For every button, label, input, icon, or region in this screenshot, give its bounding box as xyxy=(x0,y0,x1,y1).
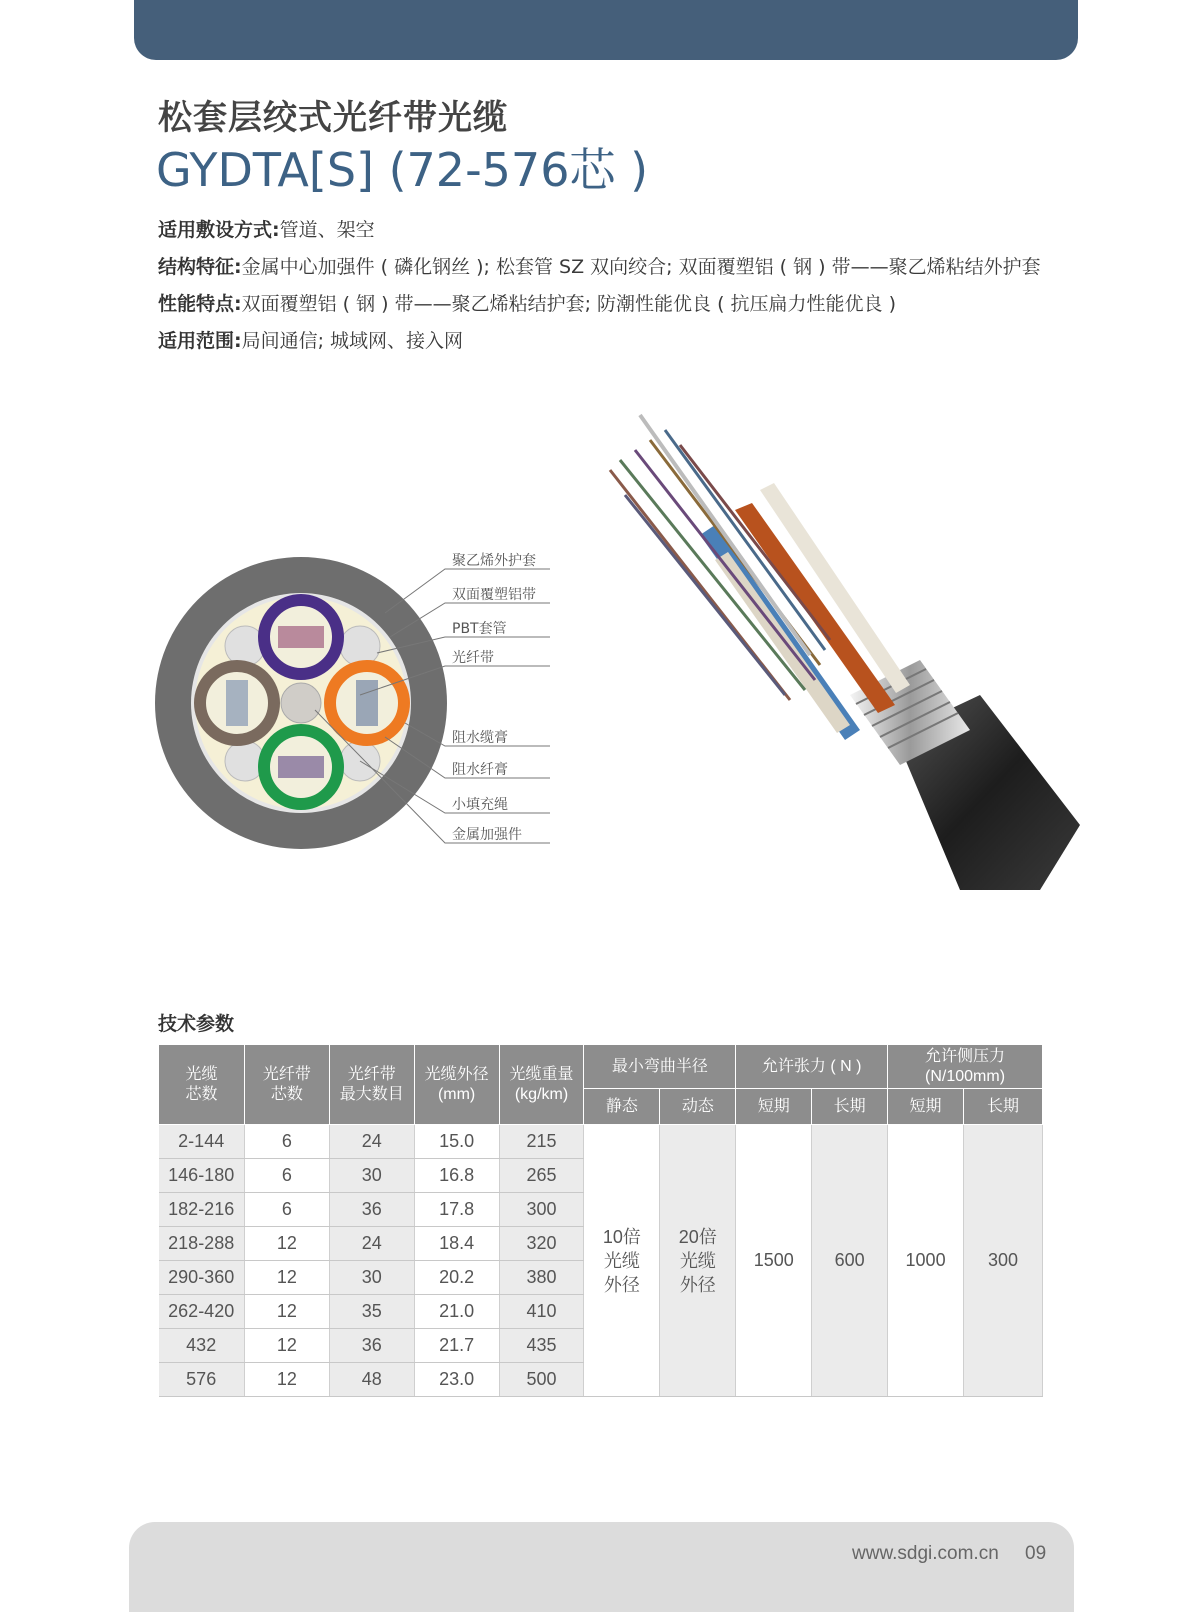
cable-cross-section-diagram xyxy=(155,545,575,885)
cell-ribbon-max: 24 xyxy=(329,1227,414,1261)
cell-weight: 410 xyxy=(499,1295,584,1329)
cell-cable-cores: 290-360 xyxy=(159,1261,245,1295)
header-diameter: 光缆外径 (mm) xyxy=(414,1045,499,1125)
spec-application xyxy=(158,326,1098,363)
cell-weight: 320 xyxy=(499,1227,584,1261)
fiber-ribbon xyxy=(226,680,248,726)
page-title: 松套层绞式光纤带光缆 xyxy=(158,98,508,138)
cell-diameter: 23.0 xyxy=(414,1363,499,1397)
header-weight: 光缆重量 (kg/km) xyxy=(499,1045,584,1125)
page-number: 09 xyxy=(1025,1543,1047,1564)
spec-performance xyxy=(158,289,1098,326)
spec-laying xyxy=(158,215,1098,252)
cell-weight: 380 xyxy=(499,1261,584,1295)
cell-diameter: 16.8 xyxy=(414,1159,499,1193)
fiber-ribbon xyxy=(278,756,324,778)
label-water-block-compound: 阻水缆膏 xyxy=(452,730,508,746)
cell-diameter: 21.0 xyxy=(414,1295,499,1329)
cell-ribbon-cores: 12 xyxy=(244,1261,329,1295)
cell-cable-cores: 218-288 xyxy=(159,1227,245,1261)
cell-crush-short: 1000 xyxy=(888,1125,964,1397)
header-dynamic: 动态 xyxy=(660,1089,736,1125)
spec-label: 适用范围: xyxy=(158,330,242,352)
cell-weight: 300 xyxy=(499,1193,584,1227)
label-outer-jacket: 聚乙烯外护套 xyxy=(452,553,536,569)
filler-rope xyxy=(340,626,380,666)
cell-bend-dynamic: 20倍 光缆 外径 xyxy=(660,1125,736,1397)
spec-label: 性能特点: xyxy=(158,293,242,315)
footer-url[interactable]: www.sdgi.com.cn xyxy=(852,1543,999,1564)
label-tape: 双面覆塑铝带 xyxy=(452,587,536,603)
cable-product-image xyxy=(560,395,1080,915)
header-bend-radius: 最小弯曲半径 xyxy=(584,1045,736,1089)
header-crush-long: 长期 xyxy=(964,1089,1043,1125)
cell-ribbon-max: 36 xyxy=(329,1193,414,1227)
spec-label: 适用敷设方式: xyxy=(158,219,280,241)
central-strength-member xyxy=(281,683,321,723)
header-static: 静态 xyxy=(584,1089,660,1125)
header-cable-cores: 光缆 芯数 xyxy=(159,1045,245,1125)
fiber-ribbon xyxy=(356,680,378,726)
cell-ribbon-cores: 12 xyxy=(244,1329,329,1363)
cell-ribbon-max: 30 xyxy=(329,1159,414,1193)
cell-bend-static: 10倍 光缆 外径 xyxy=(584,1125,660,1397)
cell-diameter: 18.4 xyxy=(414,1227,499,1261)
spec-value: 金属中心加强件 ( 磷化钢丝 ); 松套管 SZ 双向绞合; 双面覆塑铝 ( 钢 ) 带——聚乙烯粘结外护套 xyxy=(241,256,1041,278)
cell-ribbon-cores: 12 xyxy=(244,1363,329,1397)
table-row xyxy=(159,1125,1043,1159)
cell-cable-cores: 182-216 xyxy=(159,1193,245,1227)
cell-cable-cores: 2-144 xyxy=(159,1125,245,1159)
cell-weight: 435 xyxy=(499,1329,584,1363)
header-tension-short: 短期 xyxy=(736,1089,812,1125)
label-filler-rope: 小填充绳 xyxy=(452,797,508,813)
label-pbt-tube: PBT套管 xyxy=(452,621,507,637)
cell-ribbon-cores: 12 xyxy=(244,1295,329,1329)
cell-weight: 265 xyxy=(499,1159,584,1193)
cell-tension-long: 600 xyxy=(812,1125,888,1397)
model-title: GYDTA[S] (72-576芯 ) xyxy=(156,143,649,197)
header-band xyxy=(134,0,1078,60)
label-fiber-ribbon: 光纤带 xyxy=(452,650,494,666)
cell-ribbon-max: 30 xyxy=(329,1261,414,1295)
cell-diameter: 21.7 xyxy=(414,1329,499,1363)
header-tension-long: 长期 xyxy=(812,1089,888,1125)
footer-band xyxy=(129,1522,1074,1612)
cell-ribbon-cores: 6 xyxy=(244,1159,329,1193)
header-tension: 允许张力 ( N ) xyxy=(736,1045,888,1089)
cell-cable-cores: 262-420 xyxy=(159,1295,245,1329)
label-central-member: 金属加强件 xyxy=(452,827,522,843)
cell-ribbon-cores: 6 xyxy=(244,1125,329,1159)
cell-diameter: 15.0 xyxy=(414,1125,499,1159)
cell-ribbon-cores: 12 xyxy=(244,1227,329,1261)
technical-parameters-table xyxy=(158,1044,1043,1397)
header-crush: 允许侧压力 (N/100mm) xyxy=(888,1045,1043,1089)
cell-ribbon-max: 48 xyxy=(329,1363,414,1397)
cell-ribbon-cores: 6 xyxy=(244,1193,329,1227)
spec-list xyxy=(158,215,1098,363)
table-title: 技术参数 xyxy=(158,1013,235,1035)
spec-value: 双面覆塑铝 ( 钢 ) 带——聚乙烯粘结护套; 防潮性能优良 ( 抗压扁力性能优良 ) xyxy=(241,293,896,315)
label-water-block-gel: 阻水纤膏 xyxy=(452,762,508,778)
cell-tension-short: 1500 xyxy=(736,1125,812,1397)
spec-label: 结构特征: xyxy=(158,256,242,278)
header-ribbon-max: 光纤带 最大数目 xyxy=(329,1045,414,1125)
cell-cable-cores: 576 xyxy=(159,1363,245,1397)
cell-diameter: 17.8 xyxy=(414,1193,499,1227)
fiber-ribbon xyxy=(278,626,324,648)
cell-ribbon-max: 24 xyxy=(329,1125,414,1159)
cell-crush-long: 300 xyxy=(964,1125,1043,1397)
spec-structure xyxy=(158,252,1098,289)
spec-value: 管道、架空 xyxy=(279,219,375,241)
cell-weight: 215 xyxy=(499,1125,584,1159)
cell-weight: 500 xyxy=(499,1363,584,1397)
cell-cable-cores: 432 xyxy=(159,1329,245,1363)
spec-value: 局间通信; 城域网、接入网 xyxy=(241,330,464,352)
cell-ribbon-max: 36 xyxy=(329,1329,414,1363)
cell-diameter: 20.2 xyxy=(414,1261,499,1295)
header-crush-short: 短期 xyxy=(888,1089,964,1125)
cell-cable-cores: 146-180 xyxy=(159,1159,245,1193)
header-ribbon-cores: 光纤带 芯数 xyxy=(244,1045,329,1125)
cell-ribbon-max: 35 xyxy=(329,1295,414,1329)
